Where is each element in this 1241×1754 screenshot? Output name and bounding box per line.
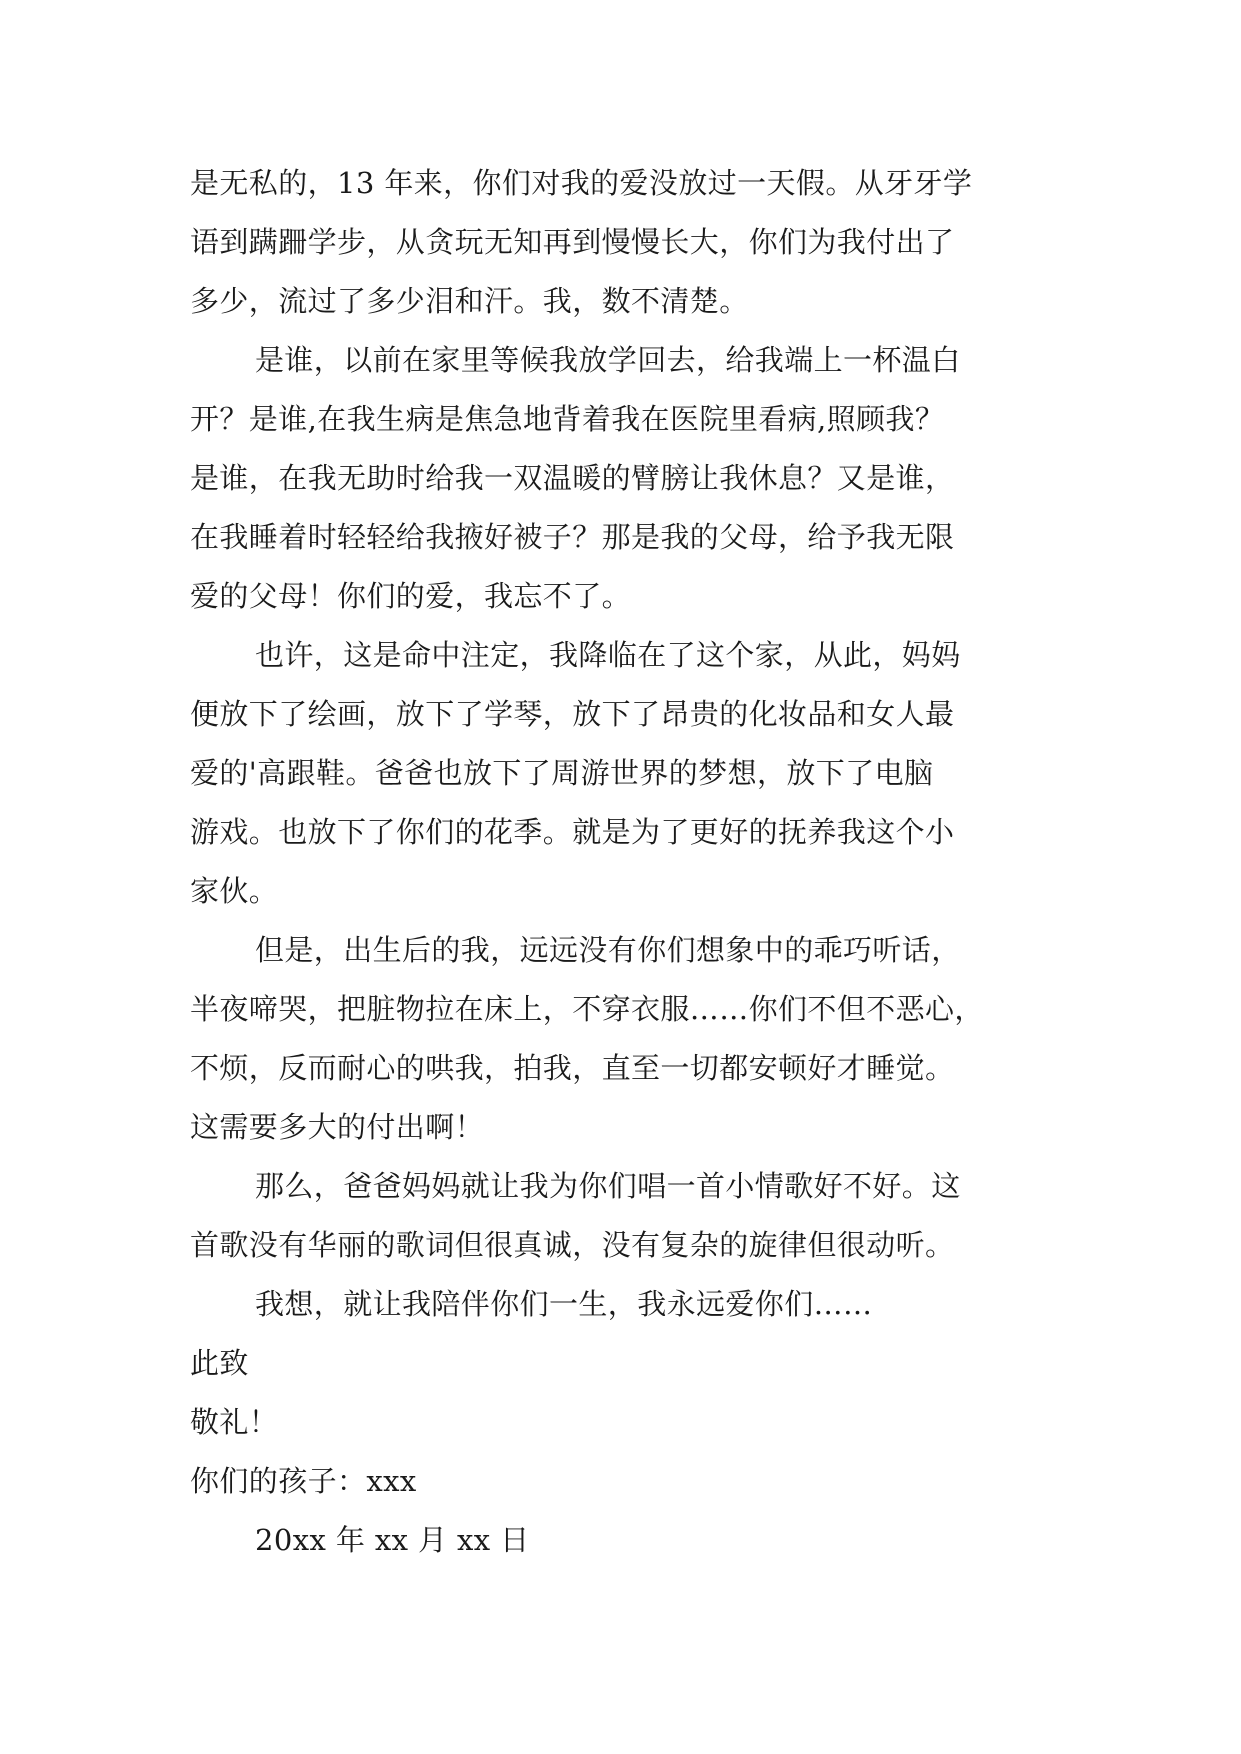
paragraph-line: 多少，流过了多少泪和汗。我，数不清楚。 <box>190 284 749 318</box>
paragraph-line: 是谁，以前在家里等候我放学回去，给我端上一杯温白 <box>255 343 961 377</box>
signature-line: 你们的孩子：xxx <box>190 1464 417 1498</box>
paragraph-line: 在我睡着时轻轻给我掖好被子？那是我的父母，给予我无限 <box>190 520 955 554</box>
closing-line: 此致 <box>190 1346 249 1380</box>
paragraph-line: 那么，爸爸妈妈就让我为你们唱一首小情歌好不好。这 <box>255 1169 961 1203</box>
paragraph-line: 不烦，反而耐心的哄我，拍我，直至一切都安顿好才睡觉。 <box>190 1051 955 1085</box>
paragraph-line: 是谁，在我无助时给我一双温暖的臂膀让我休息？又是谁， <box>190 461 955 495</box>
salutation-line: 敬礼！ <box>190 1405 279 1439</box>
date-line: 20xx 年 xx 月 xx 日 <box>255 1523 530 1557</box>
paragraph-line: 语到蹒跚学步，从贪玩无知再到慢慢长大，你们为我付出了 <box>190 225 955 259</box>
paragraph-line: 但是，出生后的我，远远没有你们想象中的乖巧听话， <box>255 933 961 967</box>
paragraph-line: 是无私的，13 年来，你们对我的爱没放过一天假。从牙牙学 <box>190 166 973 200</box>
paragraph-line: 也许，这是命中注定，我降临在了这个家，从此，妈妈 <box>255 638 961 672</box>
paragraph-line: 游戏。也放下了你们的花季。就是为了更好的抚养我这个小 <box>190 815 955 849</box>
paragraph-line: 家伙。 <box>190 874 279 908</box>
paragraph-line: 爱的父母！你们的爱，我忘不了。 <box>190 579 632 613</box>
paragraph-line: 首歌没有华丽的歌词但很真诚，没有复杂的旋律但很动听。 <box>190 1228 955 1262</box>
paragraph-line: 便放下了绘画，放下了学琴，放下了昂贵的化妆品和女人最 <box>190 697 955 731</box>
paragraph-line: 我想，就让我陪伴你们一生，我永远爱你们…… <box>255 1287 873 1321</box>
paragraph-line: 半夜啼哭，把脏物拉在床上，不穿衣服……你们不但不恶心， <box>190 992 984 1026</box>
paragraph-line: 这需要多大的付出啊！ <box>190 1110 485 1144</box>
paragraph-line: 开？是谁,在我生病是焦急地背着我在医院里看病,照顾我？ <box>190 402 945 436</box>
paragraph-line: 爱的'高跟鞋。爸爸也放下了周游世界的梦想，放下了电脑 <box>190 756 934 790</box>
